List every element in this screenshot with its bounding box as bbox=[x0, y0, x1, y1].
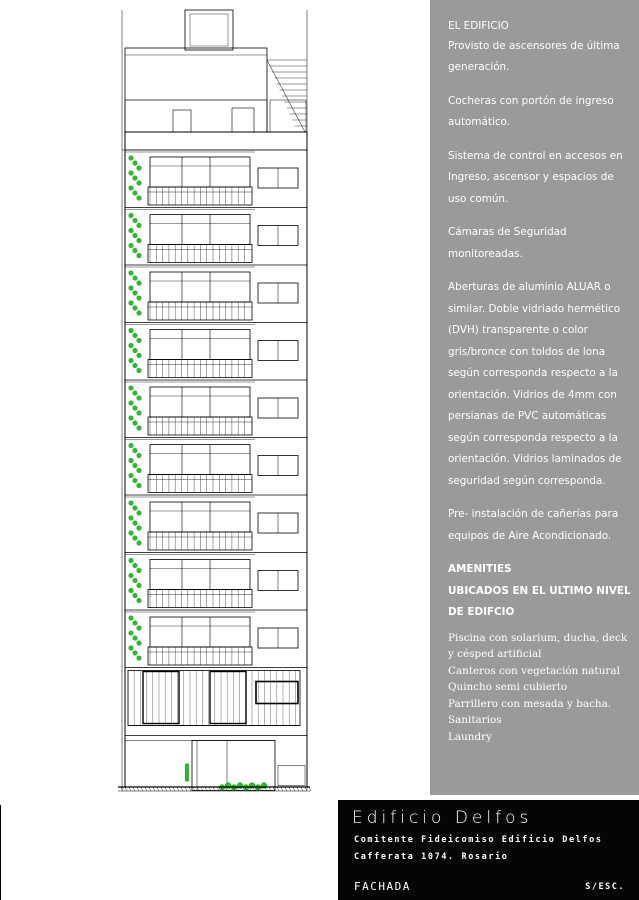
balcony-window-frame bbox=[150, 560, 250, 590]
vegetation-leaf bbox=[128, 458, 133, 463]
vegetation-leaf bbox=[136, 510, 141, 515]
vegetation-leaf bbox=[128, 400, 133, 405]
balcony-railing bbox=[148, 302, 252, 320]
vegetation-leaf bbox=[132, 333, 137, 338]
vegetation-leaf bbox=[136, 483, 141, 488]
first-floor-side-window bbox=[256, 682, 298, 704]
vegetation-leaf bbox=[136, 238, 141, 243]
info-building-title: EL EDIFICIO bbox=[448, 20, 509, 32]
info-elevators: Provisto de ascensores de última generación. bbox=[448, 39, 620, 73]
vegetation-leaf bbox=[132, 248, 137, 253]
vegetation-leaf bbox=[136, 468, 141, 473]
first-floor-window bbox=[210, 672, 246, 724]
vegetation-leaf bbox=[136, 395, 141, 400]
info-air-conditioning: Pre- instalación de cañerías para equipos de Aire Acondicionado. bbox=[448, 508, 619, 542]
vegetation-leaf bbox=[132, 390, 137, 395]
vegetation-leaf bbox=[132, 275, 137, 280]
vegetation-leaf bbox=[132, 405, 137, 410]
vegetation-leaf bbox=[128, 645, 133, 650]
vegetation-leaf bbox=[136, 295, 141, 300]
vegetation-leaf bbox=[261, 782, 267, 788]
vegetation-leaf bbox=[132, 505, 137, 510]
vegetation-leaf bbox=[136, 453, 141, 458]
vegetation-leaf bbox=[136, 353, 141, 358]
vegetation-leaf bbox=[128, 515, 133, 520]
vegetation-leaf bbox=[132, 233, 137, 238]
vegetation-leaf bbox=[132, 593, 137, 598]
balcony-railing bbox=[148, 475, 252, 493]
vegetation-leaf bbox=[128, 558, 133, 563]
vegetation-leaf bbox=[128, 415, 133, 420]
vegetation-leaf bbox=[128, 530, 133, 535]
vegetation-leaf bbox=[136, 195, 141, 200]
sheet-name: FACHADA bbox=[354, 880, 411, 893]
balcony-railing bbox=[148, 532, 252, 550]
balcony-railing bbox=[148, 360, 252, 378]
title-block bbox=[338, 800, 639, 900]
stair-cage bbox=[270, 100, 306, 132]
vegetation-leaf bbox=[225, 782, 231, 788]
client-line: Comitente Fideicomiso Edificio Delfos bbox=[354, 835, 603, 845]
vegetation-leaf bbox=[128, 343, 133, 348]
amenities-title: AMENITIES bbox=[448, 563, 512, 575]
vegetation-leaf bbox=[136, 540, 141, 545]
amenity-item: Canteros con vegetación natural bbox=[448, 664, 620, 677]
balcony-window-frame bbox=[150, 215, 250, 245]
amenities-subtitle: UBICADOS EN EL ULTIMO NIVEL DE EDIFCIO bbox=[448, 584, 631, 618]
balcony-railing bbox=[148, 187, 252, 205]
vegetation-leaf bbox=[128, 170, 133, 175]
vegetation-leaf bbox=[132, 478, 137, 483]
vegetation-leaf bbox=[128, 270, 133, 275]
info-cameras: Cámaras de Seguridad monitoreadas. bbox=[448, 226, 567, 260]
vegetation-leaf bbox=[132, 578, 137, 583]
vegetation-leaf bbox=[132, 620, 137, 625]
info-access-control: Sistema de control en accesos en Ingreso, ascensor y espacios de uso común. bbox=[448, 149, 623, 205]
vegetation-leaf bbox=[132, 520, 137, 525]
vegetation-leaf bbox=[128, 155, 133, 160]
roof-tower-inner bbox=[190, 14, 228, 46]
vegetation-leaf bbox=[132, 363, 137, 368]
vegetation-leaf bbox=[132, 463, 137, 468]
amenities-list bbox=[448, 630, 631, 746]
amenity-item: Parrillero con mesada y bacha. bbox=[448, 697, 612, 710]
vegetation-leaf bbox=[132, 290, 137, 295]
scale-label: S/ESC. bbox=[585, 882, 625, 892]
info-garage: Cocheras con portón de ingreso automático. bbox=[448, 94, 614, 128]
vegetation-leaf bbox=[128, 573, 133, 578]
amenity-door bbox=[232, 108, 254, 132]
balcony-window-frame bbox=[150, 272, 250, 302]
building-outline bbox=[125, 132, 307, 787]
balcony-railing bbox=[148, 417, 252, 435]
vegetation-leaf bbox=[132, 160, 137, 165]
amenity-door bbox=[173, 110, 191, 132]
balcony-window-frame bbox=[150, 445, 250, 475]
vegetation-leaf bbox=[237, 782, 243, 788]
vegetation-leaf bbox=[136, 223, 141, 228]
vegetation-leaf bbox=[128, 443, 133, 448]
balcony-railing bbox=[148, 590, 252, 608]
vegetation-leaf bbox=[128, 588, 133, 593]
amenity-level bbox=[125, 48, 267, 132]
balcony-window-frame bbox=[150, 387, 250, 417]
vegetation-leaf bbox=[128, 285, 133, 290]
balcony-window-frame bbox=[150, 157, 250, 187]
vegetation-leaf bbox=[128, 213, 133, 218]
sheet-border-line bbox=[0, 805, 1, 900]
project-name: Edificio Delfos bbox=[352, 808, 533, 828]
vegetation-leaf bbox=[132, 305, 137, 310]
amenity-item: Laundry bbox=[448, 730, 492, 743]
vegetation-leaf bbox=[136, 655, 141, 660]
meter-box bbox=[278, 766, 305, 786]
vegetation-leaf bbox=[132, 535, 137, 540]
vegetation-leaf bbox=[128, 185, 133, 190]
vegetation-leaf bbox=[128, 228, 133, 233]
first-floor-frame bbox=[128, 671, 300, 726]
vegetation-leaf bbox=[128, 243, 133, 248]
vegetation-leaf bbox=[136, 625, 141, 630]
vegetation-leaf bbox=[128, 358, 133, 363]
vegetation-leaf bbox=[136, 368, 141, 373]
vegetation-leaf bbox=[136, 165, 141, 170]
vegetation-leaf bbox=[128, 385, 133, 390]
vegetation-leaf bbox=[136, 410, 141, 415]
vegetation-leaf bbox=[132, 218, 137, 223]
vegetation-leaf bbox=[249, 782, 255, 788]
vegetation-leaf bbox=[136, 568, 141, 573]
vegetation-leaf bbox=[132, 348, 137, 353]
vegetation-leaf bbox=[128, 500, 133, 505]
vegetation-leaf bbox=[136, 525, 141, 530]
vegetation-leaf bbox=[136, 180, 141, 185]
vegetation-leaf bbox=[132, 190, 137, 195]
vegetation-leaf bbox=[132, 635, 137, 640]
vegetation-leaf bbox=[132, 448, 137, 453]
info-panel bbox=[430, 0, 639, 795]
amenity-level-lower bbox=[125, 100, 267, 132]
amenity-item: Piscina con solarium, ducha, deck y césped artificial bbox=[448, 631, 628, 660]
first-floor-window bbox=[143, 672, 179, 724]
vegetation-leaf bbox=[128, 328, 133, 333]
balcony-window-frame bbox=[150, 617, 250, 647]
vegetation-leaf bbox=[136, 280, 141, 285]
balcony-window-frame bbox=[150, 330, 250, 360]
vegetation-leaf bbox=[136, 640, 141, 645]
vegetation-leaf bbox=[136, 583, 141, 588]
vegetation-leaf bbox=[136, 425, 141, 430]
vegetation-leaf bbox=[128, 630, 133, 635]
vegetation-leaf bbox=[128, 473, 133, 478]
amenity-item: Sanitarios bbox=[448, 714, 502, 726]
vegetation-plant bbox=[185, 764, 189, 782]
roof-tower bbox=[185, 10, 233, 50]
info-openings: Aberturas de aluminio ALUAR o similar. Doble vidriado hermético (DVH) transparente o color gris/bronce con toldos de lona según corresponda respecto a la orientación. Vidrios de 4mm con persianas de PVC automáticas según corresponda respecto a la orientación. Vidrios laminados de seguridad según corresponda. bbox=[448, 281, 622, 487]
vegetation-leaf bbox=[136, 310, 141, 315]
vegetation-leaf bbox=[132, 175, 137, 180]
address-line: Cafferata 1074. Rosario bbox=[354, 852, 509, 862]
balcony-railing bbox=[148, 245, 252, 263]
balcony-window-frame bbox=[150, 502, 250, 532]
vegetation-leaf bbox=[132, 563, 137, 568]
vegetation-leaf bbox=[136, 253, 141, 258]
balcony-railing bbox=[148, 647, 252, 665]
vegetation-leaf bbox=[136, 338, 141, 343]
vegetation-leaf bbox=[132, 420, 137, 425]
vegetation-leaf bbox=[132, 650, 137, 655]
amenity-item: Quincho semi cubierto bbox=[448, 681, 568, 693]
vegetation-leaf bbox=[136, 598, 141, 603]
vegetation-leaf bbox=[128, 615, 133, 620]
vegetation-leaf bbox=[128, 300, 133, 305]
